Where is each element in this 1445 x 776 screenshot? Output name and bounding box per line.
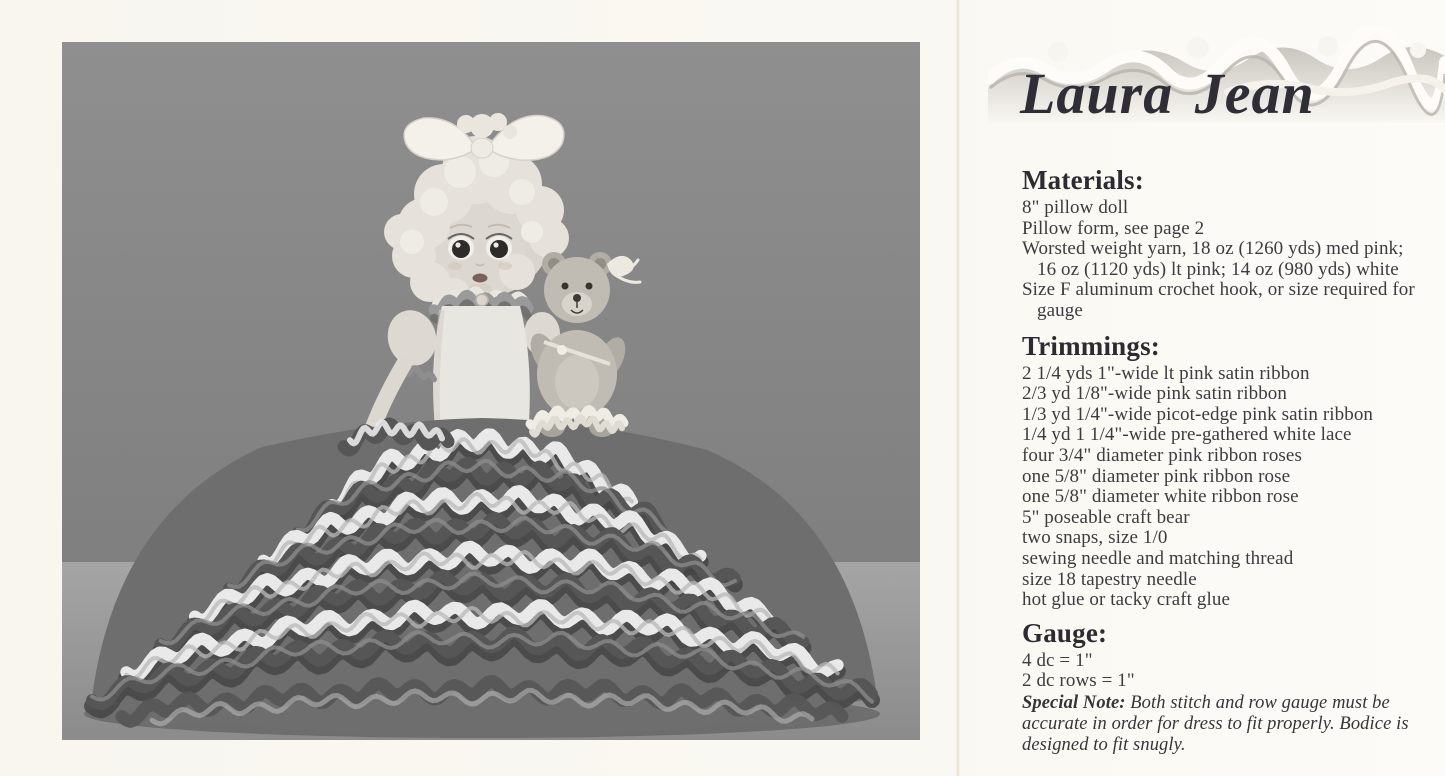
pattern-title: Laura Jean xyxy=(1020,61,1315,126)
page-fold-line xyxy=(956,0,960,776)
trimmings-item: 5" poseable craft bear xyxy=(1022,506,1190,528)
materials-item-continuation: 16 oz (1120 yds) lt pink; 14 oz (980 yds) white xyxy=(1037,258,1399,280)
doll-photo-image xyxy=(62,42,920,740)
materials-item: Pillow form, see page 2 xyxy=(1022,217,1205,239)
trimmings-item: sewing needle and matching thread xyxy=(1022,547,1294,569)
doll-photo xyxy=(62,42,920,740)
trimmings-item: four 3/4" diameter pink ribbon roses xyxy=(1022,444,1302,466)
gauge-item: 4 dc = 1" xyxy=(1022,649,1093,671)
special-note xyxy=(1022,693,1426,756)
gauge-heading: Gauge: xyxy=(1022,617,1108,648)
trimmings-item: one 5/8" diameter pink ribbon rose xyxy=(1022,465,1291,487)
instructions-column xyxy=(1022,166,1442,756)
special-note-text: Both stitch and row gauge must be accurate in order for dress to fit properly. Bodice is designed to fit snugly. xyxy=(1022,692,1409,755)
trimmings-item: hot glue or tacky craft glue xyxy=(1022,589,1231,611)
trimmings-heading: Trimmings: xyxy=(1022,330,1160,361)
trimmings-item: one 5/8" diameter white ribbon rose xyxy=(1022,486,1299,508)
trimmings-item: 2 1/4 yds 1"-wide lt pink satin ribbon xyxy=(1022,362,1310,384)
trimmings-item: 1/4 yd 1 1/4"-wide pre-gathered white lace xyxy=(1022,424,1352,446)
special-note-label: Special Note: xyxy=(1022,692,1126,713)
materials-item: 8" pillow doll xyxy=(1022,197,1129,218)
trimmings-item: 1/3 yd 1/4"-wide picot-edge pink satin ribbon xyxy=(1022,403,1374,425)
materials-heading: Materials: xyxy=(1022,165,1144,195)
materials-item: Worsted weight yarn, 18 oz (1260 yds) med pink; xyxy=(1022,238,1404,260)
materials-item: Size F aluminum crochet hook, or size required for xyxy=(1022,279,1415,301)
gauge-item: 2 dc rows = 1" xyxy=(1022,670,1135,692)
trimmings-item: size 18 tapestry needle xyxy=(1022,568,1197,590)
materials-item-continuation: gauge xyxy=(1037,299,1083,321)
trimmings-item: 2/3 yd 1/8"-wide pink satin ribbon xyxy=(1022,383,1287,405)
trimmings-item: two snaps, size 1/0 xyxy=(1022,527,1168,549)
